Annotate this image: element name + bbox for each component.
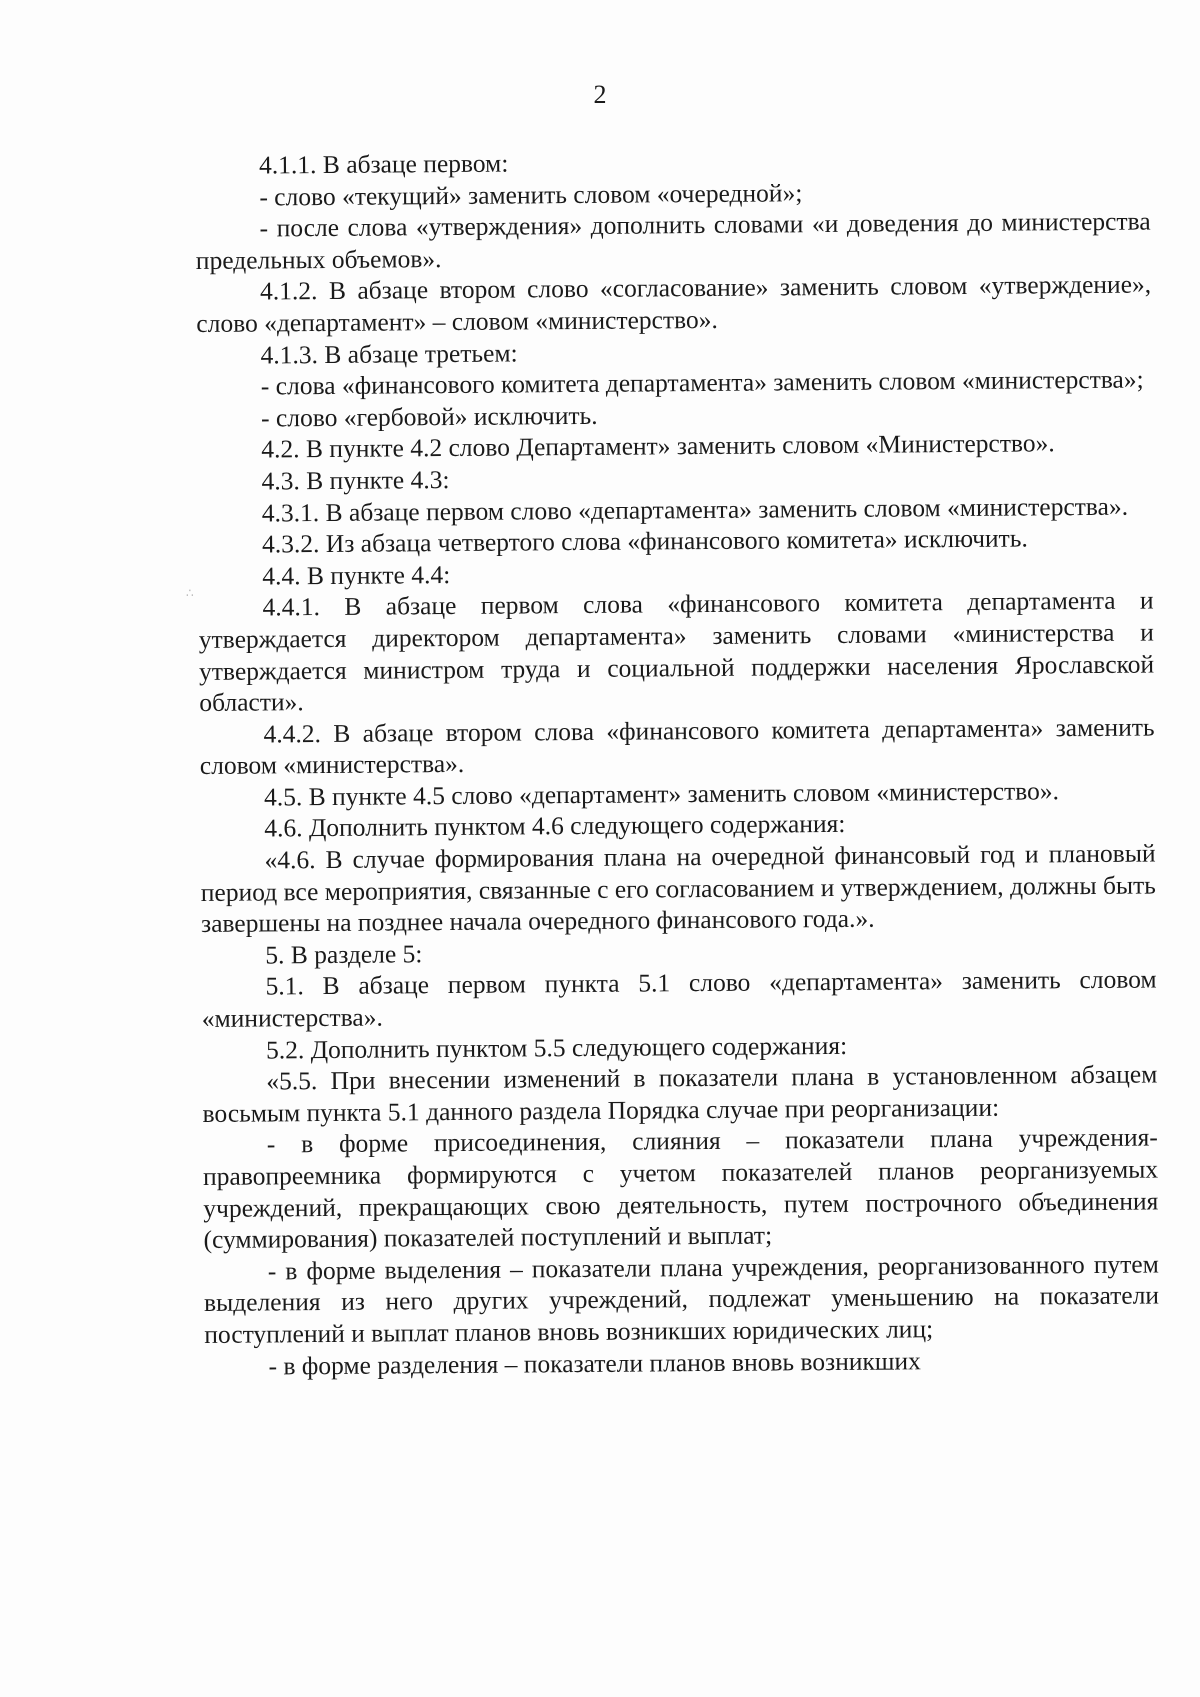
paragraph-5-5-item-split: - в форме разделения – показатели планов вновь возникших bbox=[268, 1345, 921, 1381]
paragraph-4-1-1-item-2: - после слова «утверждения» дополнить словами «и доведения до министерства предельных объемов». bbox=[195, 206, 1151, 275]
paragraph-5-5-item-merger: - в форме присоединения, слияния – показатели плана учреждения-правопреемника формируются с учетом показателей планов реорганизуемых учреждений, прекращающих свою деятельность, путем построчного объединения (суммирования) показателей поступлений и выплат; bbox=[202, 1122, 1159, 1255]
paragraph-4-1-3-item-2: - слово «гербовой» исключить. bbox=[260, 400, 598, 433]
paragraph-4-3: 4.3. В пункте 4.3: bbox=[261, 464, 450, 496]
paragraph-4-3-2: 4.3.2. Из абзаца четвертого слова «финансового комитета» исключить. bbox=[261, 523, 1028, 559]
paragraph-quote-5-5: «5.5. При внесении изменений в показатели плана в установленном абзацем восьмым пункта 5.1 данного раздела Порядка случае при реорганизации: bbox=[202, 1059, 1158, 1128]
paragraph-quote-4-6: «4.6. В случае формирования плана на очередной финансовый год и плановый период все мероприятия, связанные с его согласованием и утверждением, должны быть завершены на позднее начала очередного финансового года.». bbox=[200, 838, 1156, 939]
paragraph-4-4: 4.4. В пункте 4.4: bbox=[262, 559, 451, 591]
paragraph-4-1-1-item-1: - слово «текущий» заменить словом «очередной»; bbox=[259, 177, 803, 212]
scan-artifact-mark: ∴ bbox=[186, 586, 194, 600]
paragraph-4-1-2: 4.1.2. В абзаце втором слово «согласование» заменить словом «утверждение», слово «департамент» – словом «министерство». bbox=[196, 269, 1152, 338]
paragraph-5-1: 5.1. В абзаце первом пункта 5.1 слово «департамента» заменить словом «министерства». bbox=[201, 964, 1157, 1034]
paragraph-4-1-3-item-1: - слова «финансового комитета департамента» заменить словом «министерства»; bbox=[260, 364, 1144, 401]
document-body bbox=[195, 142, 1160, 1382]
paragraph-4-2: 4.2. В пункте 4.2 слово Департамент» заменить словом «Министерство». bbox=[261, 428, 1055, 464]
paragraph-4-1-1: 4.1.1. В абзаце первом: bbox=[259, 148, 509, 180]
paragraph-4-3-1: 4.3.1. В абзаце первом слово «департамента» заменить словом «министерства». bbox=[261, 491, 1129, 528]
paragraph-5-2: 5.2. Дополнить пунктом 5.5 следующего содержания: bbox=[265, 1030, 848, 1065]
paragraph-4-6: 4.6. Дополнить пунктом 4.6 следующего содержания: bbox=[264, 809, 846, 843]
paragraph-4-1-3: 4.1.3. В абзаце третьем: bbox=[260, 338, 518, 370]
paragraph-5-5-item-spinoff: - в форме выделения – показатели плана учреждения, реорганизованного путем выделения из него других учреждений, подлежат уменьшению на показатели поступлений и выплат планов вновь возникших юридических лиц; bbox=[203, 1249, 1160, 1349]
paragraph-4-4-1: 4.4.1. В абзаце первом слова «финансового комитета департамента и утверждается директором департамента» заменить словами «министерства и утверждается министром труда и социальной поддержки населения Ярославской области». bbox=[198, 585, 1155, 718]
paragraph-4-4-2: 4.4.2. В абзаце втором слова «финансового комитета департамента» заменить словом «министерства». bbox=[199, 712, 1155, 781]
page-number: 2 bbox=[593, 80, 607, 109]
paragraph-4-5: 4.5. В пункте 4.5 слово «департамент» заменить словом «министерство». bbox=[263, 776, 1059, 812]
paragraph-5: 5. В разделе 5: bbox=[265, 939, 423, 970]
